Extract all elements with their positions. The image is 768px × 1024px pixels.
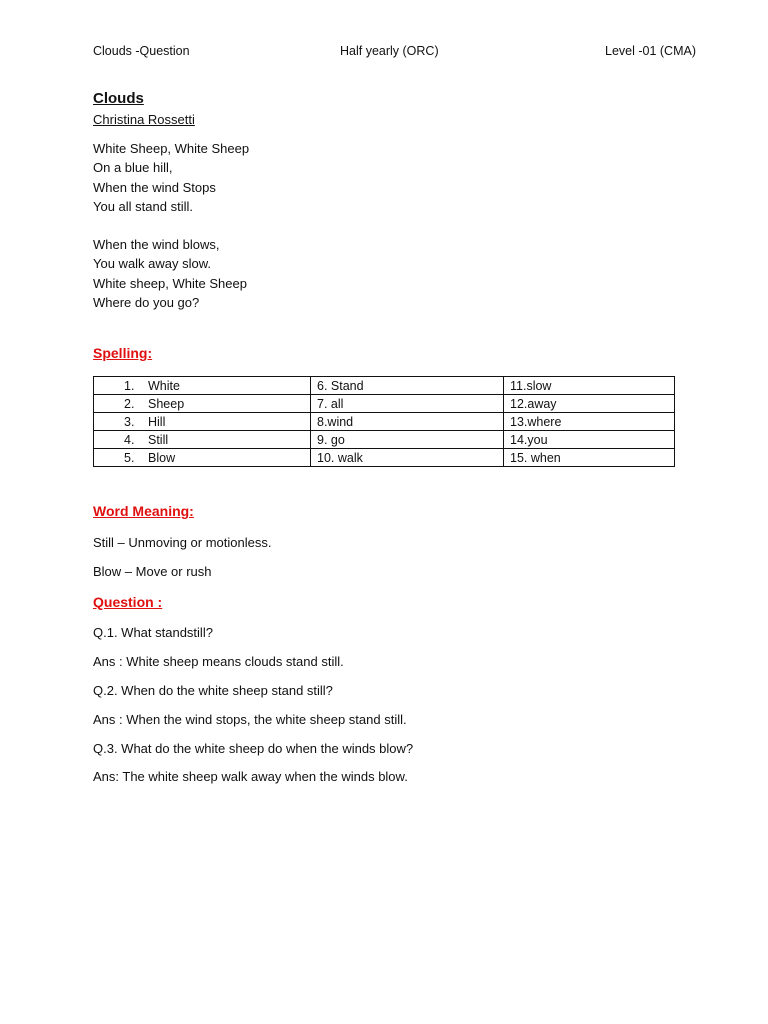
spelling-word: Sheep [148,396,185,411]
table-cell [94,449,311,467]
table-cell: 8.wind [311,413,504,431]
poem-author: Christina Rossetti [93,112,195,127]
poem-line: White Sheep, White Sheep [93,141,250,156]
stanza-gap [93,216,249,235]
poem-title: Clouds [93,90,144,107]
question-heading: Question : [93,594,163,610]
word-meaning-heading: Word Meaning: [93,503,194,519]
table-row [94,395,675,413]
answer-line: Ans : When the wind stops, the white sheep stand still. [93,712,407,727]
table-cell [94,377,311,395]
poem-line: Where do you go? [93,295,200,311]
spelling-word: Blow [148,450,176,465]
poem-line: On a blue hill, [93,160,173,176]
word-meaning-item: Blow – Move or rush [93,564,212,579]
poem-line: You all stand still. [93,198,193,214]
table-cell: 11.slow [504,377,675,395]
question-line: Q.1. What standstill? [93,625,213,640]
table-cell: 14.you [504,431,675,449]
list-number: 1. [124,378,135,393]
spelling-word: Hill [148,414,166,429]
table-cell [94,431,311,449]
table-cell: 10. walk [311,449,504,467]
poem-line: When the wind blows, [93,237,220,253]
table-cell: 13.where [504,413,675,431]
table-cell [94,395,311,413]
poem-line: White sheep, White Sheep [93,275,247,291]
list-number: 2. [124,396,135,411]
table-cell: 12.away [504,395,675,413]
word-meaning-item: Still – Unmoving or motionless. [93,535,272,550]
list-number: 5. [124,450,135,465]
table-row [94,449,675,467]
list-number: 3. [124,414,135,429]
table-cell [94,413,311,431]
header-right: Level -01 (CMA) [605,44,696,58]
page-header [93,44,696,60]
poem-line: You walk away slow. [93,256,212,272]
table-cell: 15. when [504,449,675,467]
table-cell: 6. Stand [311,377,504,395]
header-left: Clouds -Question [93,44,190,58]
table-row [94,377,675,395]
spelling-table [93,376,675,467]
question-line: Q.2. When do the white sheep stand still? [93,683,333,698]
table-row [94,413,675,431]
answer-line: Ans : White sheep means clouds stand still. [93,654,344,669]
table-cell: 7. all [311,395,504,413]
table-row [94,431,675,449]
question-line: Q.3. What do the white sheep do when the winds blow? [93,741,414,756]
answer-line: Ans: The white sheep walk away when the winds blow. [93,769,408,784]
header-middle: Half yearly (ORC) [340,44,439,58]
spelling-word: White [148,378,180,393]
poem-body [93,139,249,312]
table-cell: 9. go [311,431,504,449]
poem-line: When the wind Stops [93,179,216,195]
spelling-heading: Spelling: [93,345,153,361]
list-number: 4. [124,432,135,447]
spelling-word: Still [148,432,169,447]
